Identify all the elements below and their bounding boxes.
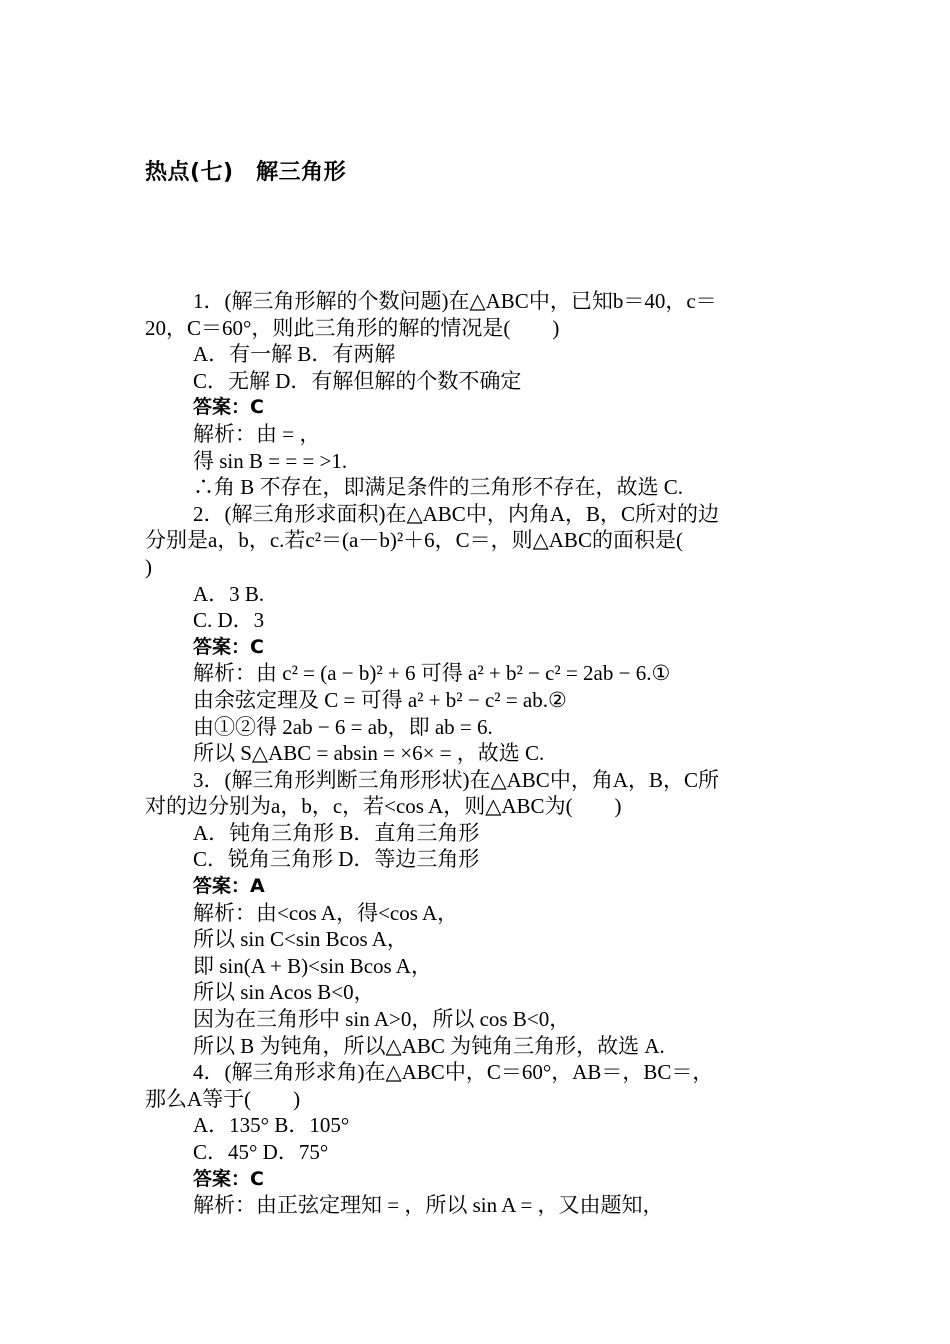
text-line: 20，C＝60°，则此三角形的解的情况是( ) (145, 315, 560, 340)
option-line: C．锐角三角形 D．等边三角形 (193, 847, 480, 872)
text-line: 3．(解三角形判断三角形形状)在△ABC中，角A，B，C所 (193, 767, 719, 792)
answer-line: 答案：C (193, 396, 264, 419)
text-line: 所以 S△ABC = absin = ×6× = ，故选 C. (193, 741, 545, 766)
analysis-line: 解析：由<cos A，得<cos A， (193, 900, 459, 925)
text-line: 由余弦定理及 C = 可得 a² + b² − c² = ab.② (193, 687, 567, 712)
option-line: A．有一解 B．有两解 (193, 342, 396, 367)
answer-line: 答案：A (193, 875, 265, 898)
text-line: 所以 B 为钝角，所以△ABC 为钝角三角形，故选 A. (193, 1033, 665, 1058)
text-line: 4．(解三角形求角)在△ABC中，C＝60°，AB＝，BC＝， (193, 1060, 714, 1085)
analysis-line: 解析：由 = ， (193, 421, 321, 446)
option-line: C. D．3 (193, 608, 265, 633)
option-line: A．3 B. (193, 581, 265, 606)
option-line: C．无解 D．有解但解的个数不确定 (193, 368, 522, 393)
text-line: 由①②得 2ab − 6 = ab，即 ab = 6. (193, 714, 493, 739)
text-line: 1．(解三角形解的个数问题)在△ABC中，已知b＝40，c＝ (193, 289, 717, 313)
text-line: 那么A等于( ) (145, 1086, 301, 1111)
option-line: C．45° D．75° (193, 1140, 329, 1164)
text-line: 所以 sin C<sin Bcos A， (193, 927, 408, 952)
answer-line: 答案：C (193, 635, 264, 658)
option-line: A．135° B．105° (193, 1113, 350, 1138)
text-line: 2．(解三角形求面积)在△ABC中，内角A，B，C所对的边 (193, 501, 719, 526)
answer-line: 答案：C (193, 1167, 264, 1190)
text-line: 得 sin B = = = >1. (193, 448, 348, 473)
option-line: A．钝角三角形 B．直角三角形 (193, 820, 480, 845)
analysis-line: 解析：由正弦定理知 = ，所以 sin A = ，又由题知， (193, 1193, 664, 1218)
text-line: 即 sin(A + B)<sin Bcos A， (193, 953, 432, 978)
text-line: ∴角 B 不存在，即满足条件的三角形不存在，故选 C. (193, 475, 684, 500)
analysis-line: 解析：由 c² = (a − b)² + 6 可得 a² + b² − c² = 2ab − 6.① (193, 661, 671, 686)
text-line: 对的边分别为a，b，c，若<cos A，则△ABC为( ) (145, 794, 622, 819)
document-body (145, 288, 807, 1219)
text-line: 因为在三角形中 sin A>0，所以 cos B<0， (193, 1007, 571, 1032)
text-line: 所以 sin Acos B<0， (193, 980, 375, 1005)
page-title: 热点(七) 解三角形 (145, 160, 347, 185)
text-line: ) (145, 554, 152, 579)
text-line: 分别是a，b，c.若c²＝(a－b)²＋6，C＝，则△ABC的面积是( (145, 528, 683, 553)
